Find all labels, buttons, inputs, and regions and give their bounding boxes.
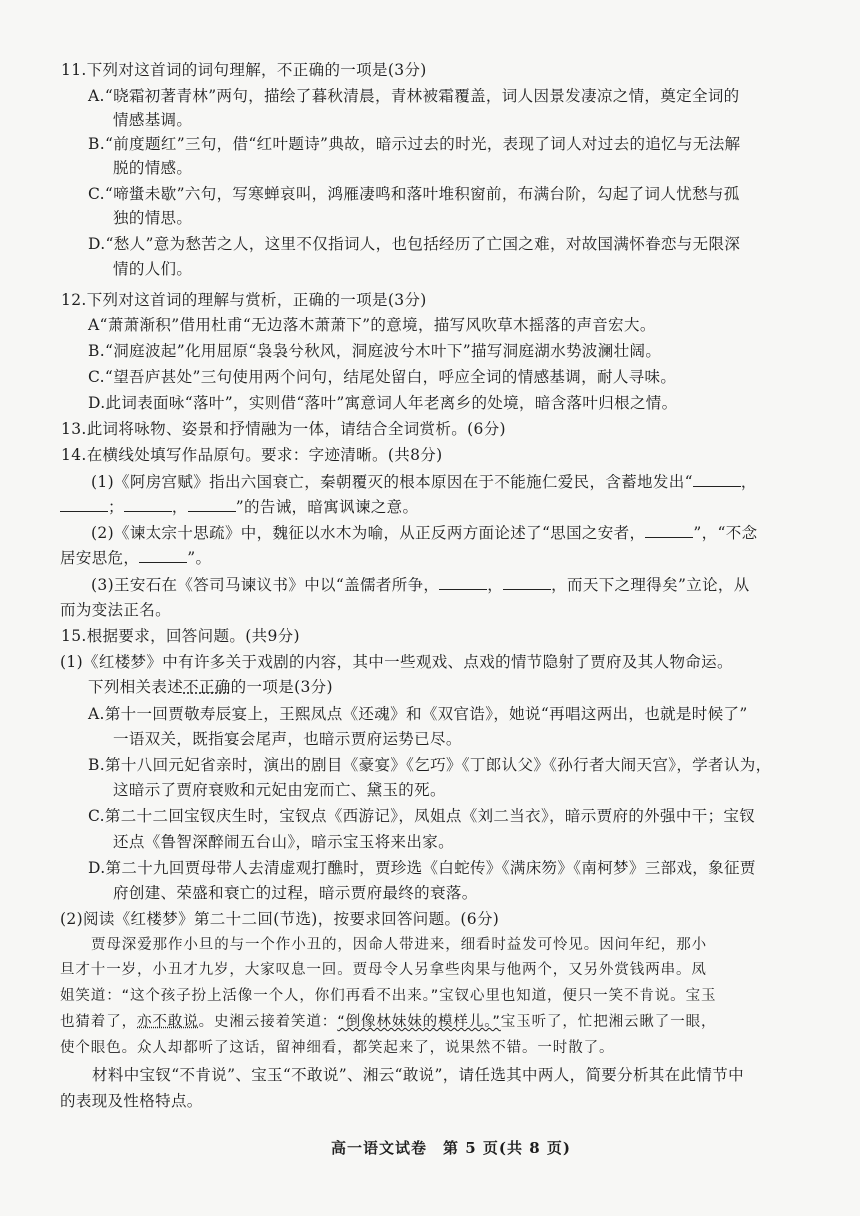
q15-option-d: D.第二十九回贾母带人去清虚观打醮时，贾珍选《白蛇传》《满床笏》《南柯梦》三部戏，象征贾 bbox=[88, 859, 756, 877]
q11-option-b-cont: 脱的情感。 bbox=[113, 159, 193, 177]
q15-sub2-stem: (2)阅读《红楼梦》第二十二回(节选)，按要求回答问题。(6分) bbox=[60, 910, 500, 928]
answer-blank-1[interactable] bbox=[693, 471, 741, 487]
reading-line-4-mid: 。史湘云接着笑道： bbox=[198, 1014, 338, 1030]
q11-option-a-cont: 情感基调。 bbox=[113, 111, 193, 129]
answer-blank-6[interactable] bbox=[139, 547, 187, 563]
q14-part2-line2 bbox=[60, 547, 211, 568]
q11-option-b: B.“前度题红”三句，借“红叶题诗”典故，暗示过去的时光，表现了词人对过去的追忆与无法解 bbox=[88, 135, 741, 153]
q14-part1-sep: ， bbox=[740, 473, 757, 491]
q14-part2-text2: 居安思危， bbox=[60, 549, 140, 567]
q14-part1-text: (1)《阿房宫赋》指出六国衰亡，秦朝覆灭的根本原因在于不能施仁爱民，含蓄地发出“ bbox=[91, 473, 693, 491]
q14-part3-line1 bbox=[91, 574, 750, 595]
answer-blank-7[interactable] bbox=[439, 574, 487, 590]
q15-sub1-line2 bbox=[88, 677, 333, 697]
q13-stem: 13.此词将咏物、姿景和抒情融为一体，请结合全词赏析。(6分) bbox=[61, 420, 506, 438]
q14-part2-line1 bbox=[91, 522, 757, 543]
q15-option-d-cont: 府创建、荣盛和衰亡的过程，暗示贾府最终的衰落。 bbox=[113, 884, 478, 902]
q15-sub1-pre: 下列相关表述 bbox=[88, 678, 184, 696]
reading-line-4-post: 宝玉听了，忙把湘云瞅了一眼， bbox=[500, 1014, 717, 1030]
q15-option-c: C.第二十二回宝钗庆生时，宝钗点《西游记》，凤姐点《刘二当衣》，暗示贾府的外强中干；宝钗 bbox=[88, 807, 756, 825]
q11-option-c: C.“啼螀未歇”六句，写寒蝉哀叫，鸿雁凄鸣和落叶堆积窗前，布满台阶，勾起了词人忧愁与孤 bbox=[88, 185, 740, 203]
answer-blank-2[interactable] bbox=[60, 496, 108, 512]
q14-part3-line2: 而为变法正名。 bbox=[60, 601, 171, 619]
q11-option-c-cont: 独的情思。 bbox=[113, 209, 193, 227]
answer-blank-5[interactable] bbox=[645, 522, 693, 538]
q12-option-a: A“萧萧渐积”借用杜甫“无边落木萧萧下”的意境，描写风吹草木摇落的声音宏大。 bbox=[88, 316, 656, 334]
q15-option-b: B.第十八回元妃省亲时，演出的剧目《豪宴》《乞巧》《丁郎认父》《孙行者大闹天宫》，学者认为， bbox=[88, 756, 772, 774]
emphasis-not-correct: 不正确 bbox=[183, 678, 231, 696]
reading-line-3: 姐笑道：“这个孩子扮上活像一个人，你们再看不出来。”宝钗心里也知道，便只一笑不肯说。宝玉 bbox=[60, 988, 717, 1004]
q14-part1-line2 bbox=[60, 496, 418, 517]
q15-sub1-line1: (1)《红楼梦》中有许多关于戏剧的内容，其中一些观戏、点戏的情节隐射了贾府及其人物命运。 bbox=[60, 653, 733, 671]
emphasis-xiangyun-quote: “倒像林妹妹的模样儿。” bbox=[337, 1014, 501, 1030]
q12-option-d: D.此词表面咏“落叶”，实则借“落叶”寓意词人年老离乡的处境，暗含落叶归根之情。 bbox=[88, 394, 678, 412]
q15-stem: 15.根据要求，回答问题。(共9分) bbox=[61, 627, 300, 645]
q14-part1-sep3: ， bbox=[171, 498, 188, 516]
answer-blank-4[interactable] bbox=[188, 496, 236, 512]
q15-task-line1: 材料中宝钗“不肯说”、宝玉“不敢说”、湘云“敢说”，请任选其中两人，简要分析其在此情节中 bbox=[92, 1066, 744, 1084]
q14-part1-sep2: ； bbox=[108, 498, 124, 516]
q15-sub1-post: 的一项是(3分) bbox=[230, 678, 333, 696]
reading-line-2: 旦才十一岁，小丑才九岁，大家叹息一回。贾母令人另拿些肉果与他两个，又另外赏钱两串。凤 bbox=[60, 962, 707, 978]
page-footer: 高一语文试卷 第 5 页(共 8 页) bbox=[331, 1139, 571, 1157]
reading-line-4 bbox=[60, 1012, 716, 1032]
reading-line-1: 贾母深爱那作小旦的与一个作小丑的，因命人带进来，细看时益发可怜见。因问年纪，那小 bbox=[91, 937, 707, 953]
reading-line-4-pre: 也猜着了， bbox=[60, 1014, 137, 1030]
q15-option-b-cont: 这暗示了贾府衰败和元妃由宠而亡、黛玉的死。 bbox=[113, 781, 446, 799]
emphasis-dare-not-say: 亦不敢说 bbox=[137, 1014, 199, 1030]
q14-part1-end: ”的告诫，暗寓讽谏之意。 bbox=[235, 498, 419, 516]
q11-option-a: A.“晓霜初著青林”两句，描绘了暮秋清晨，青林被霜覆盖，词人因景发凄凉之情，奠定全词的 bbox=[88, 87, 740, 105]
q14-part2-end: ”。 bbox=[187, 549, 212, 567]
q14-part2-mid: ”，“不念 bbox=[693, 524, 758, 542]
q14-part3-text: (3)王安石在《答司马谏议书》中以“盖儒者所争， bbox=[91, 576, 440, 594]
reading-line-5: 使个眼色。众人却都听了这话，留神细看，都笑起来了，说果然不错。一时散了。 bbox=[60, 1040, 615, 1056]
q15-task-line2: 的表现及性格特点。 bbox=[60, 1092, 203, 1110]
q15-option-a-cont: 一语双关，既指宴会尾声，也暗示贾府运势已尽。 bbox=[113, 730, 462, 748]
q15-option-c-cont: 还点《鲁智深醉闹五台山》，暗示宝玉将来出家。 bbox=[113, 833, 454, 851]
q11-stem: 11.下列对这首词的词句理解，不正确的一项是(3分) bbox=[61, 61, 427, 79]
answer-blank-8[interactable] bbox=[503, 574, 551, 590]
q11-option-d: D.“愁人”意为愁苦之人，这里不仅指词人，也包括经历了亡国之难，对故国满怀眷恋与无限深 bbox=[88, 235, 741, 253]
q11-option-d-cont: 情的人们。 bbox=[113, 260, 193, 278]
q14-part3-end: ，而天下之理得矣”立论，从 bbox=[551, 576, 750, 594]
q14-stem: 14.在横线处填写作品原句。要求：字迹清晰。(共8分) bbox=[61, 446, 443, 464]
q14-part3-sep: ， bbox=[487, 576, 504, 594]
q15-option-a: A.第十一回贾敬寿辰宴上，王熙凤点《还魂》和《双官诰》，她说“再唱这两出，也就是时候了” bbox=[88, 705, 748, 723]
q14-part2-text: (2)《谏太宗十思疏》中，魏征以水木为喻，从正反两方面论述了“思国之安者， bbox=[91, 524, 646, 542]
q12-option-b: B.“洞庭波起”化用屈原“袅袅兮秋风，洞庭波兮木叶下”描写洞庭湖水势波澜壮阔。 bbox=[88, 342, 662, 360]
q14-part1-line1 bbox=[91, 471, 757, 492]
q12-stem: 12.下列对这首词的理解与赏析，正确的一项是(3分) bbox=[61, 291, 427, 309]
answer-blank-3[interactable] bbox=[124, 496, 172, 512]
q12-option-c: C.“望吾庐甚处”三句使用两个问句，结尾处留白，呼应全词的情感基调，耐人寻味。 bbox=[88, 368, 677, 386]
